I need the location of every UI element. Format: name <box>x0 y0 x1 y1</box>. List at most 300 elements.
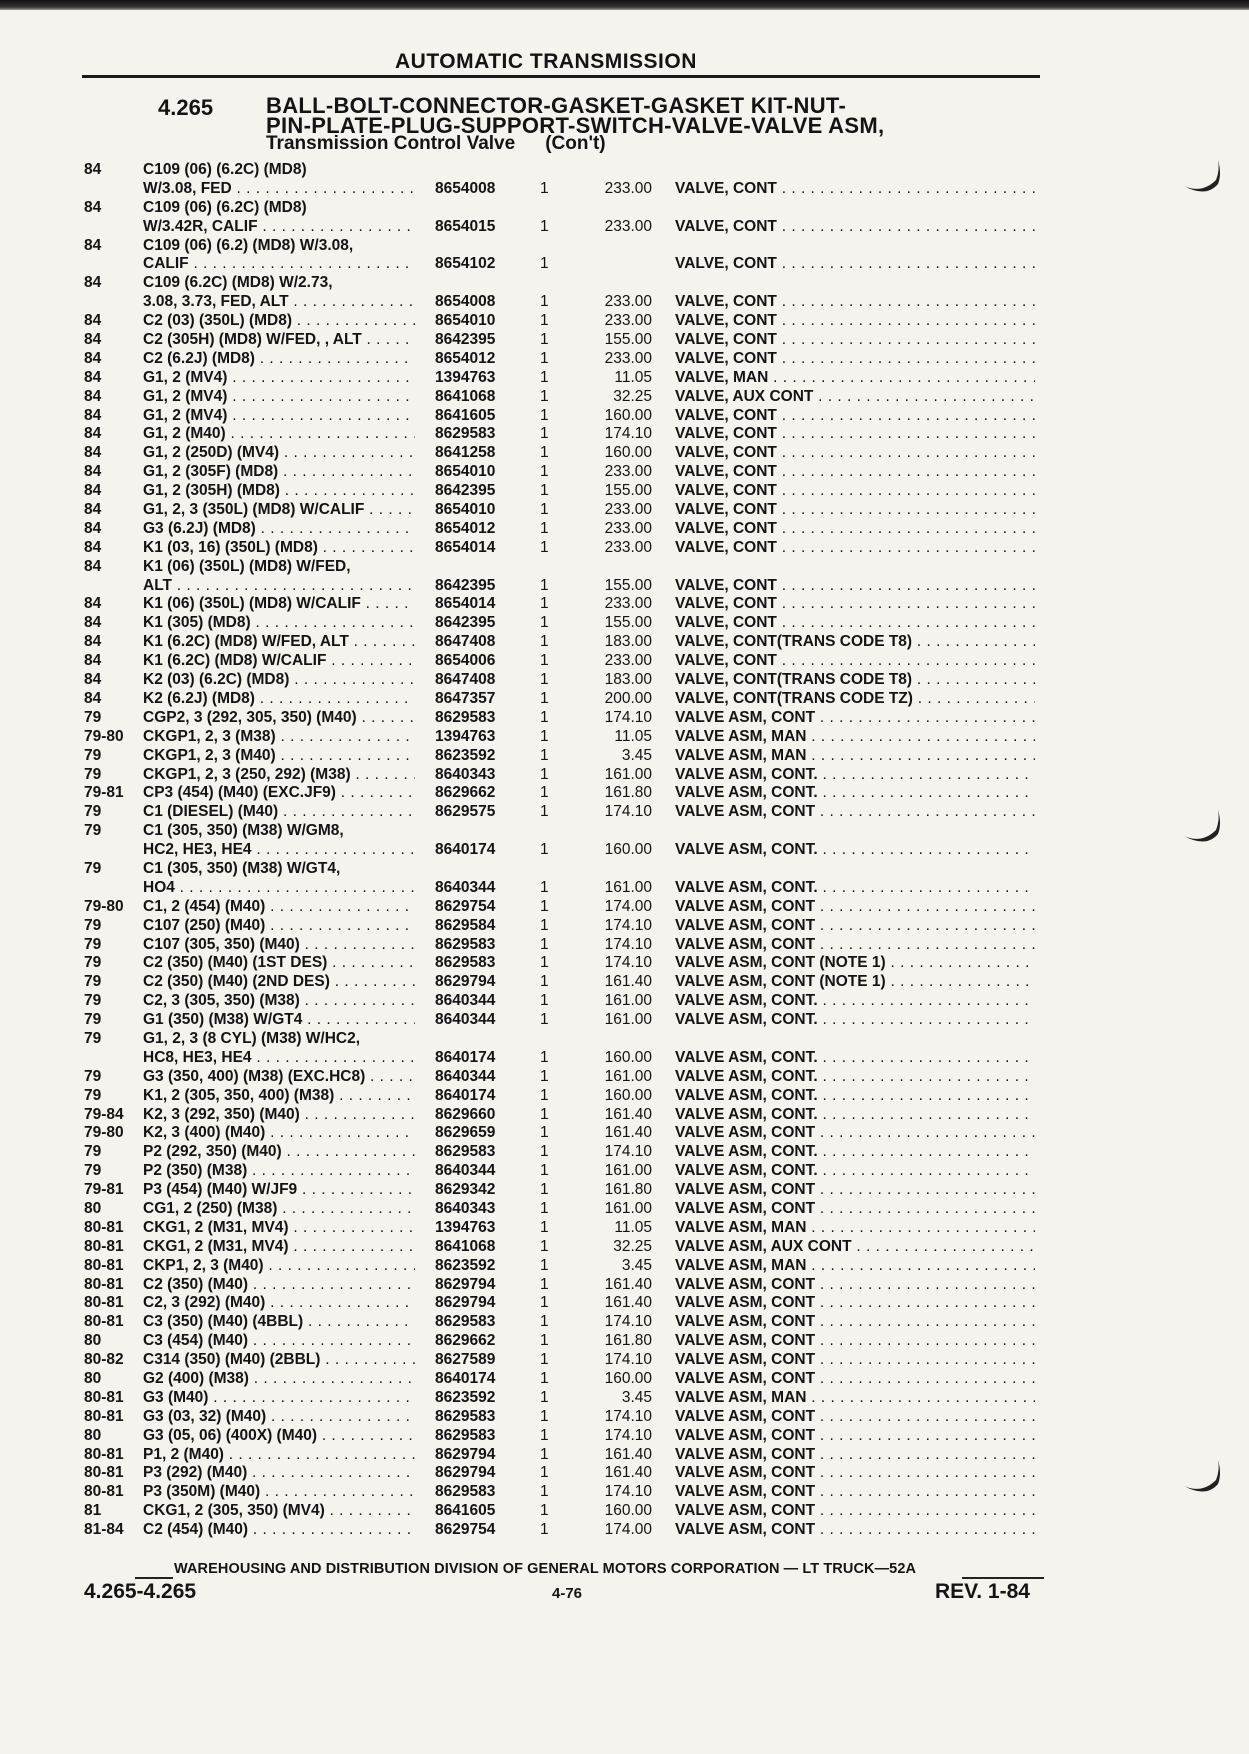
row-description: G1, 2, 3 (350L) (MD8) W/CALIF . . . <box>143 501 415 520</box>
table-row <box>0 1313 1249 1332</box>
page-number: 4-76 <box>552 1585 583 1602</box>
row-year: 79-80 <box>84 1124 124 1142</box>
row-quantity: 1 <box>540 331 549 349</box>
row-year: 84 <box>84 274 102 292</box>
row-description: C109 (06) (6.2C) (MD8) <box>143 161 307 178</box>
row-description: W/3.08, FED . . . <box>143 180 415 199</box>
row-quantity: 1 <box>540 916 549 934</box>
row-year: 80-81 <box>84 1407 124 1425</box>
row-quantity: 1 <box>540 1162 549 1180</box>
table-row <box>0 312 1249 331</box>
punch-hole-icon <box>1178 800 1226 848</box>
row-year: 79 <box>84 822 102 840</box>
row-quantity: 1 <box>540 652 549 670</box>
row-part-number: 8629794 <box>435 973 496 991</box>
row-price: 161.40 <box>604 1105 652 1123</box>
row-part-number: 8629794 <box>435 1294 496 1312</box>
row-price: 233.00 <box>604 293 652 311</box>
row-part-number: 8654012 <box>435 519 496 537</box>
row-year: 79 <box>84 992 102 1010</box>
row-part-name: VALVE ASM, CONT . . . <box>675 898 1035 917</box>
row-quantity: 1 <box>540 935 549 953</box>
table-row <box>0 936 1249 955</box>
row-quantity: 1 <box>540 614 549 632</box>
row-year: 79 <box>84 954 102 972</box>
row-part-number: 8654010 <box>435 463 496 481</box>
row-price: 161.40 <box>604 1464 652 1482</box>
row-part-number: 8641605 <box>435 1502 496 1520</box>
row-part-name: VALVE ASM, CONT. . . . <box>675 841 1035 860</box>
row-description: C2 (350) (M40) (2ND DES) . . . <box>143 973 415 992</box>
row-description: C109 (06) (6.2C) (MD8) <box>143 198 307 216</box>
row-price: 174.10 <box>604 1407 652 1425</box>
row-description: C2 (454) (M40) . . . <box>143 1521 415 1540</box>
row-price: 233.00 <box>604 538 652 556</box>
row-part-name: VALVE ASM, CONT . . . <box>675 1408 1035 1427</box>
row-price: 160.00 <box>604 406 652 424</box>
row-quantity: 1 <box>540 519 549 537</box>
row-description: P3 (454) (M40) W/JF9 . . . <box>143 1181 415 1200</box>
row-part-number: 8647408 <box>435 671 496 689</box>
table-row <box>0 388 1249 407</box>
row-part-name: VALVE, CONT . . . <box>675 350 1035 369</box>
row-description: C314 (350) (M40) (2BBL) . . . <box>143 1351 415 1370</box>
row-quantity: 1 <box>540 897 549 915</box>
table-row <box>0 652 1249 671</box>
row-part-number: 8647408 <box>435 633 496 651</box>
table-row <box>0 237 1249 256</box>
row-description: G1, 2 (MV4) . . . <box>143 407 415 426</box>
table-row <box>0 1408 1249 1427</box>
row-description: G1, 2 (MV4) . . . <box>143 388 415 407</box>
row-description: CGP2, 3 (292, 305, 350) (M40) . . . <box>143 709 415 728</box>
section-title-line1: BALL-BOLT-CONNECTOR-GASKET-GASKET KIT-NUT- <box>266 93 847 118</box>
row-quantity: 1 <box>540 217 549 235</box>
table-row <box>0 1011 1249 1030</box>
row-quantity: 1 <box>540 633 549 651</box>
row-description: C3 (454) (M40) . . . <box>143 1332 415 1351</box>
table-row <box>0 1068 1249 1087</box>
row-part-name: VALVE ASM, CONT. . . . <box>675 879 1035 898</box>
row-quantity: 1 <box>540 1086 549 1104</box>
row-price: 161.80 <box>604 784 652 802</box>
row-description: C2 (03) (350L) (MD8) . . . <box>143 312 415 331</box>
row-part-name: VALVE ASM, CONT. . . . <box>675 1106 1035 1125</box>
table-row <box>0 1257 1249 1276</box>
row-price: 3.45 <box>621 746 652 764</box>
row-part-name: VALVE, CONT . . . <box>675 312 1035 331</box>
row-price: 11.05 <box>614 368 652 386</box>
row-part-name: VALVE, CONT . . . <box>675 293 1035 312</box>
table-row <box>0 1294 1249 1313</box>
row-description: K2, 3 (400) (M40) . . . <box>143 1124 415 1143</box>
row-part-name: VALVE ASM, CONT . . . <box>675 1332 1035 1351</box>
punch-hole-icon <box>1178 150 1226 198</box>
footer-rule-left <box>135 1577 173 1579</box>
row-part-number: 8623592 <box>435 746 496 764</box>
row-price: 155.00 <box>604 331 652 349</box>
row-description: K1 (6.2C) (MD8) W/CALIF . . . <box>143 652 415 671</box>
row-part-number: 8640174 <box>435 841 496 859</box>
row-quantity: 1 <box>540 444 549 462</box>
row-price: 11.05 <box>614 727 652 745</box>
row-price: 160.00 <box>604 1086 652 1104</box>
row-price: 161.40 <box>604 1294 652 1312</box>
row-price: 174.10 <box>604 1483 652 1501</box>
table-row <box>0 180 1249 199</box>
row-price: 200.00 <box>604 689 652 707</box>
row-part-number: 8629583 <box>435 935 496 953</box>
row-year: 79 <box>84 1067 102 1085</box>
row-part-number: 8641605 <box>435 406 496 424</box>
row-quantity: 1 <box>540 368 549 386</box>
row-price: 161.00 <box>604 992 652 1010</box>
row-year: 80-82 <box>84 1351 124 1369</box>
row-price: 233.00 <box>604 312 652 330</box>
row-year: 79 <box>84 1162 102 1180</box>
row-quantity: 1 <box>540 1067 549 1085</box>
row-part-number: 8640344 <box>435 878 496 896</box>
table-row <box>0 1276 1249 1295</box>
table-row <box>0 1389 1249 1408</box>
row-part-name: VALVE, CONT(TRANS CODE T8) . . . <box>675 671 1035 690</box>
row-price: 161.40 <box>604 973 652 991</box>
row-quantity: 1 <box>540 179 549 197</box>
row-quantity: 1 <box>540 784 549 802</box>
table-row <box>0 633 1249 652</box>
header-divider <box>82 75 1040 78</box>
row-part-number: 8640174 <box>435 1086 496 1104</box>
row-description: HC2, HE3, HE4 . . . <box>143 841 415 860</box>
row-part-name: VALVE, CONT(TRANS CODE TZ) . . . <box>675 690 1035 709</box>
row-price: 161.80 <box>604 1332 652 1350</box>
row-price: 174.10 <box>604 803 652 821</box>
row-part-name: VALVE ASM, CONT. . . . <box>675 1143 1035 1162</box>
row-quantity: 1 <box>540 878 549 896</box>
row-year: 80-81 <box>84 1294 124 1312</box>
row-part-number: 8629342 <box>435 1181 496 1199</box>
row-quantity: 1 <box>540 1370 549 1387</box>
row-price: 161.00 <box>604 1199 652 1217</box>
row-part-name: VALVE ASM, CONT . . . <box>675 1294 1035 1313</box>
footer-section-range: 4.265-4.265 <box>84 1580 197 1603</box>
table-row <box>0 407 1249 426</box>
row-part-number: 8629583 <box>435 425 496 443</box>
table-row <box>0 1521 1249 1540</box>
row-part-number: 8654008 <box>435 293 496 311</box>
row-part-name: VALVE, CONT . . . <box>675 255 1035 274</box>
row-quantity: 1 <box>540 538 549 556</box>
row-part-number: 8623592 <box>435 1256 496 1274</box>
row-quantity: 1 <box>540 482 549 500</box>
row-part-name: VALVE, CONT . . . <box>675 595 1035 614</box>
table-row <box>0 1162 1249 1181</box>
table-row <box>0 444 1249 463</box>
row-part-name: VALVE ASM, CONT . . . <box>675 803 1035 822</box>
table-row <box>0 1030 1249 1049</box>
row-description: K1, 2 (305, 350, 400) (M38) . . . <box>143 1087 415 1106</box>
punch-hole-icon <box>1178 1450 1226 1498</box>
row-year: 79 <box>84 746 102 764</box>
row-part-number: 8629583 <box>435 1483 496 1501</box>
table-row <box>0 992 1249 1011</box>
row-part-name: VALVE ASM, CONT . . . <box>675 709 1035 728</box>
row-description: C1 (305, 350) (M38) W/GM8, <box>143 822 344 840</box>
row-part-name: VALVE ASM, CONT. . . . <box>675 1162 1035 1181</box>
row-description: G3 (6.2J) (MD8) . . . <box>143 520 415 539</box>
row-year: 79 <box>84 973 102 991</box>
row-price: 3.45 <box>621 1388 652 1406</box>
row-quantity: 1 <box>540 406 549 424</box>
table-row <box>0 1332 1249 1351</box>
section-continued: (Con't) <box>545 133 606 154</box>
row-quantity: 1 <box>540 1105 549 1123</box>
table-row <box>0 1049 1249 1068</box>
row-part-number: 8629754 <box>435 897 496 915</box>
row-description: C109 (6.2C) (MD8) W/2.73, <box>143 274 333 292</box>
footer-division: WAREHOUSING AND DISTRIBUTION DIVISION OF GENERAL MOTORS CORPORATION — LT TRUCK—52A <box>174 1561 917 1577</box>
row-quantity: 1 <box>540 671 549 689</box>
row-price: 233.00 <box>604 652 652 670</box>
table-row <box>0 1502 1249 1521</box>
row-part-name: VALVE ASM, CONT . . . <box>675 1521 1035 1540</box>
table-row <box>0 255 1249 274</box>
table-row <box>0 747 1249 766</box>
row-description: C1 (DIESEL) (M40) . . . <box>143 803 415 822</box>
row-part-name: VALVE ASM, MAN . . . <box>675 747 1035 766</box>
table-row <box>0 331 1249 350</box>
row-year: 79 <box>84 1011 102 1029</box>
row-year: 84 <box>84 482 102 500</box>
row-year: 80-81 <box>84 1464 124 1482</box>
table-row <box>0 463 1249 482</box>
row-year: 79-80 <box>84 897 124 915</box>
row-quantity: 1 <box>540 708 549 726</box>
row-description: C2, 3 (292) (M40) . . . <box>143 1294 415 1313</box>
row-quantity: 1 <box>540 1275 549 1293</box>
row-year: 79-81 <box>84 1181 124 1199</box>
row-description: C107 (250) (M40) . . . <box>143 917 415 936</box>
row-part-name: VALVE ASM, CONT . . . <box>675 1313 1035 1332</box>
row-description: G1, 2 (250D) (MV4) . . . <box>143 444 415 463</box>
table-row <box>0 973 1249 992</box>
row-part-number: 8654102 <box>435 255 496 273</box>
row-description: 3.08, 3.73, FED, ALT . . . <box>143 293 415 312</box>
row-price: 161.40 <box>604 1275 652 1293</box>
row-part-number: 1394763 <box>435 1218 496 1236</box>
row-year: 84 <box>84 349 102 367</box>
row-description: ALT . . . <box>143 577 415 596</box>
row-price: 161.00 <box>604 1162 652 1180</box>
table-row <box>0 1370 1249 1389</box>
row-part-name: VALVE, CONT . . . <box>675 652 1035 671</box>
table-row <box>0 614 1249 633</box>
table-row <box>0 482 1249 501</box>
row-year: 80-81 <box>84 1388 124 1406</box>
table-row <box>0 1464 1249 1483</box>
row-price: 160.00 <box>604 841 652 859</box>
row-price: 174.10 <box>604 1313 652 1331</box>
table-row <box>0 784 1249 803</box>
row-part-number: 8629660 <box>435 1105 496 1123</box>
row-part-name: VALVE ASM, CONT. . . . <box>675 766 1035 785</box>
row-price: 174.10 <box>604 954 652 972</box>
table-row <box>0 879 1249 898</box>
row-price: 183.00 <box>604 671 652 689</box>
row-year: 84 <box>84 387 102 405</box>
row-price: 160.00 <box>604 444 652 462</box>
section-number: 4.265 <box>158 95 214 120</box>
row-part-number: 8640174 <box>435 1048 496 1066</box>
row-quantity: 1 <box>540 1294 549 1312</box>
row-part-name: VALVE ASM, CONT. . . . <box>675 1087 1035 1106</box>
row-quantity: 1 <box>540 1445 549 1463</box>
row-quantity: 1 <box>540 1407 549 1425</box>
row-price: 161.80 <box>604 1181 652 1199</box>
row-quantity: 1 <box>540 1521 549 1539</box>
row-part-number: 8629583 <box>435 954 496 972</box>
row-year: 80-81 <box>84 1483 124 1501</box>
row-price: 233.00 <box>604 595 652 613</box>
row-part-name: VALVE, CONT . . . <box>675 425 1035 444</box>
row-part-name: VALVE ASM, CONT. . . . <box>675 1049 1035 1068</box>
row-part-number: 8629794 <box>435 1275 496 1293</box>
row-part-number: 8654010 <box>435 501 496 519</box>
row-part-number: 8629583 <box>435 708 496 726</box>
table-row <box>0 520 1249 539</box>
row-part-name: VALVE ASM, CONT . . . <box>675 1502 1035 1521</box>
table-row <box>0 1200 1249 1219</box>
row-description: G1, 2 (305H) (MD8) . . . <box>143 482 415 501</box>
row-part-number: 8640344 <box>435 1162 496 1180</box>
row-part-number: 8629659 <box>435 1124 496 1142</box>
row-price: 233.00 <box>604 519 652 537</box>
row-year: 84 <box>84 425 102 443</box>
table-row <box>0 161 1249 180</box>
row-year: 79 <box>84 1029 102 1047</box>
table-row <box>0 1351 1249 1370</box>
row-description: CP3 (454) (M40) (EXC.JF9) . . . <box>143 784 415 803</box>
row-description: C109 (06) (6.2) (MD8) W/3.08, <box>143 236 354 254</box>
row-part-name: VALVE, CONT . . . <box>675 614 1035 633</box>
row-description: CKG1, 2 (M31, MV4) . . . <box>143 1238 415 1257</box>
row-part-name: VALVE, CONT(TRANS CODE T8) . . . <box>675 633 1035 652</box>
table-row <box>0 1181 1249 1200</box>
row-year: 84 <box>84 652 102 670</box>
row-year: 79-80 <box>84 727 124 745</box>
row-price: 160.00 <box>604 1370 652 1387</box>
row-part-number: 8629794 <box>435 1464 496 1482</box>
row-price: 32.25 <box>613 1237 652 1255</box>
row-quantity: 1 <box>540 746 549 764</box>
row-part-name: VALVE, CONT . . . <box>675 331 1035 350</box>
row-price: 160.00 <box>604 1502 652 1520</box>
row-part-name: VALVE, CONT . . . <box>675 463 1035 482</box>
row-quantity: 1 <box>540 1237 549 1255</box>
table-row <box>0 898 1249 917</box>
row-part-number: 8641258 <box>435 444 496 462</box>
row-quantity: 1 <box>540 425 549 443</box>
row-part-number: 1394763 <box>435 368 496 386</box>
row-part-number: 8640344 <box>435 1067 496 1085</box>
row-quantity: 1 <box>540 349 549 367</box>
row-price: 161.40 <box>604 1445 652 1463</box>
table-row <box>0 350 1249 369</box>
row-part-number: 8640343 <box>435 1199 496 1217</box>
table-row <box>0 1446 1249 1465</box>
row-part-number: 8654012 <box>435 349 496 367</box>
row-description: CKG1, 2 (M31, MV4) . . . <box>143 1219 415 1238</box>
row-part-number: 8640344 <box>435 1011 496 1029</box>
row-part-number: 8647357 <box>435 689 496 707</box>
row-quantity: 1 <box>540 1483 549 1501</box>
table-row <box>0 803 1249 822</box>
row-quantity: 1 <box>540 1313 549 1331</box>
row-price: 161.00 <box>604 765 652 783</box>
row-description: K1 (6.2C) (MD8) W/FED, ALT . . . <box>143 633 415 652</box>
row-price: 155.00 <box>604 482 652 500</box>
row-part-number: 8629583 <box>435 1407 496 1425</box>
row-description: P3 (350M) (M40) . . . <box>143 1483 415 1502</box>
row-quantity: 1 <box>540 1143 549 1161</box>
row-part-number: 8642395 <box>435 331 496 349</box>
row-part-name: VALVE ASM, MAN . . . <box>675 728 1035 747</box>
row-quantity: 1 <box>540 387 549 405</box>
row-part-name: VALVE ASM, CONT . . . <box>675 1200 1035 1219</box>
row-year: 84 <box>84 633 102 651</box>
table-row <box>0 1087 1249 1106</box>
row-quantity: 1 <box>540 1426 549 1444</box>
row-part-name: VALVE ASM, CONT (NOTE 1) . . . <box>675 954 1035 973</box>
row-year: 81 <box>84 1502 102 1520</box>
row-year: 84 <box>84 557 102 575</box>
table-row <box>0 293 1249 312</box>
row-part-number: 8654014 <box>435 538 496 556</box>
row-part-name: VALVE, CONT . . . <box>675 482 1035 501</box>
row-quantity: 1 <box>540 501 549 519</box>
row-quantity: 1 <box>540 1181 549 1199</box>
table-row <box>0 218 1249 237</box>
row-part-number: 8640344 <box>435 992 496 1010</box>
table-row <box>0 671 1249 690</box>
row-price: 174.00 <box>604 897 652 915</box>
row-part-name: VALVE ASM, CONT . . . <box>675 1446 1035 1465</box>
table-row <box>0 1219 1249 1238</box>
row-quantity: 1 <box>540 595 549 613</box>
row-description: G3 (M40) . . . <box>143 1389 415 1408</box>
row-part-number: 8654014 <box>435 595 496 613</box>
row-description: CKGP1, 2, 3 (250, 292) (M38) . . . <box>143 766 415 785</box>
row-part-number: 8654006 <box>435 652 496 670</box>
table-row <box>0 1106 1249 1125</box>
row-quantity: 1 <box>540 1332 549 1350</box>
row-year: 84 <box>84 368 102 386</box>
row-description: G1, 2 (305F) (MD8) . . . <box>143 463 415 482</box>
row-part-number: 8654015 <box>435 217 496 235</box>
row-part-name: VALVE ASM, CONT. . . . <box>675 992 1035 1011</box>
row-description: G3 (05, 06) (400X) (M40) . . . <box>143 1427 415 1446</box>
row-quantity: 1 <box>540 1199 549 1217</box>
section-subtitle-line <box>266 133 606 155</box>
row-description: CKGP1, 2, 3 (M38) . . . <box>143 728 415 747</box>
row-year: 84 <box>84 501 102 519</box>
row-part-name: VALVE ASM, CONT (NOTE 1) . . . <box>675 973 1035 992</box>
row-year: 79 <box>84 916 102 934</box>
row-year: 79-81 <box>84 784 124 802</box>
row-description: CALIF . . . <box>143 255 415 274</box>
row-price: 233.00 <box>604 217 652 235</box>
row-quantity: 1 <box>540 293 549 311</box>
